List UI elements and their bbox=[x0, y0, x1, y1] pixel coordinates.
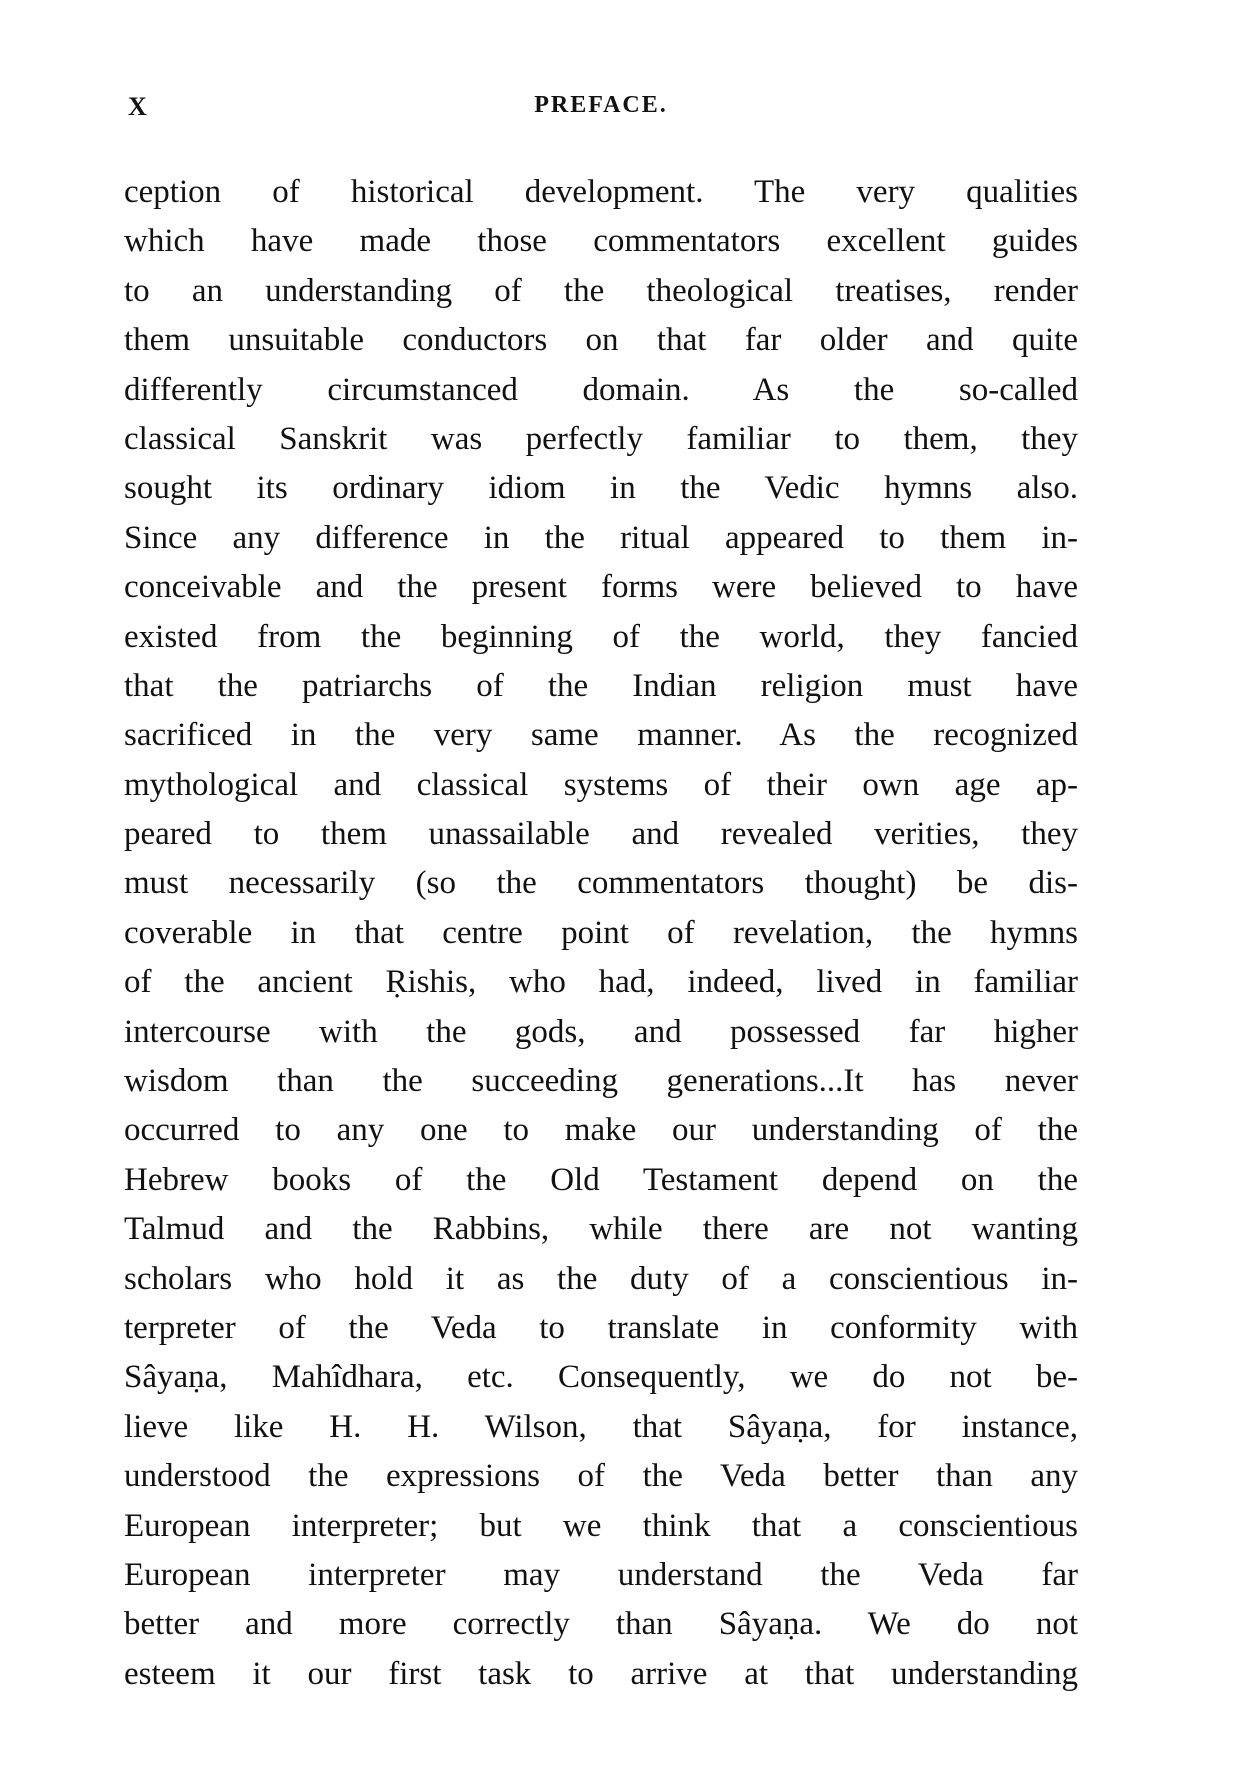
text-line: of the ancient Ṛishis, who had, indeed, lived in familiar bbox=[124, 964, 1078, 1001]
body-text bbox=[124, 168, 1078, 1699]
page-number: X bbox=[128, 92, 148, 121]
text-line: Hebrew books of the Old Testament depend on the bbox=[124, 1161, 1078, 1198]
text-line: European interpreter; but we think that a conscientious bbox=[124, 1507, 1078, 1544]
text-line: peared to them unassailable and revealed verities, they bbox=[124, 816, 1078, 853]
text-line: mythological and classical systems of their own age ap- bbox=[124, 766, 1078, 803]
text-line: European interpreter may understand the Veda far bbox=[124, 1556, 1078, 1593]
text-line: better and more correctly than Sâyaṇa. We do not bbox=[124, 1606, 1078, 1643]
text-line: terpreter of the Veda to translate in conformity with bbox=[124, 1309, 1078, 1346]
text-line: that the patriarchs of the Indian religion must have bbox=[124, 667, 1078, 704]
text-line: occurred to any one to make our understanding of the bbox=[124, 1112, 1078, 1149]
text-line: scholars who hold it as the duty of a conscientious in- bbox=[124, 1260, 1078, 1297]
text-line: ception of historical development. The very qualities bbox=[124, 174, 1078, 210]
text-line: Talmud and the Rabbins, while there are not wanting bbox=[124, 1211, 1078, 1248]
text-line: coverable in that centre point of revelation, the hymns bbox=[124, 914, 1078, 951]
text-line: Sâyaṇa, Mahîdhara, etc. Consequently, we do not be- bbox=[124, 1359, 1078, 1396]
text-line: existed from the beginning of the world, they fancied bbox=[124, 618, 1078, 655]
running-head bbox=[124, 92, 1078, 132]
text-line: classical Sanskrit was perfectly familiar to them, they bbox=[124, 420, 1078, 457]
text-line: sought its ordinary idiom in the Vedic hymns also. bbox=[124, 470, 1078, 507]
text-line: understood the expressions of the Veda better than any bbox=[124, 1458, 1078, 1495]
text-line: them unsuitable conductors on that far older and quite bbox=[124, 322, 1078, 359]
text-line: Since any difference in the ritual appeared to them in- bbox=[124, 519, 1078, 556]
text-line: conceivable and the present forms were believed to have bbox=[124, 569, 1078, 606]
text-line: to an understanding of the theological treatises, render bbox=[124, 272, 1078, 309]
running-title: PREFACE. bbox=[534, 92, 668, 118]
text-line: sacrificed in the very same manner. As the recognized bbox=[124, 717, 1078, 754]
text-line: lieve like H. H. Wilson, that Sâyaṇa, for instance, bbox=[124, 1408, 1078, 1445]
text-line: wisdom than the succeeding generations...It has never bbox=[124, 1063, 1078, 1100]
text-line: intercourse with the gods, and possessed far higher bbox=[124, 1013, 1078, 1050]
text-line: differently circumstanced domain. As the so-called bbox=[124, 371, 1078, 408]
text-line: must necessarily (so the commentators thought) be dis- bbox=[124, 865, 1078, 902]
text-line: which have made those commentators excellent guides bbox=[124, 223, 1078, 260]
text-line: esteem it our first task to arrive at that understanding bbox=[124, 1655, 1078, 1692]
